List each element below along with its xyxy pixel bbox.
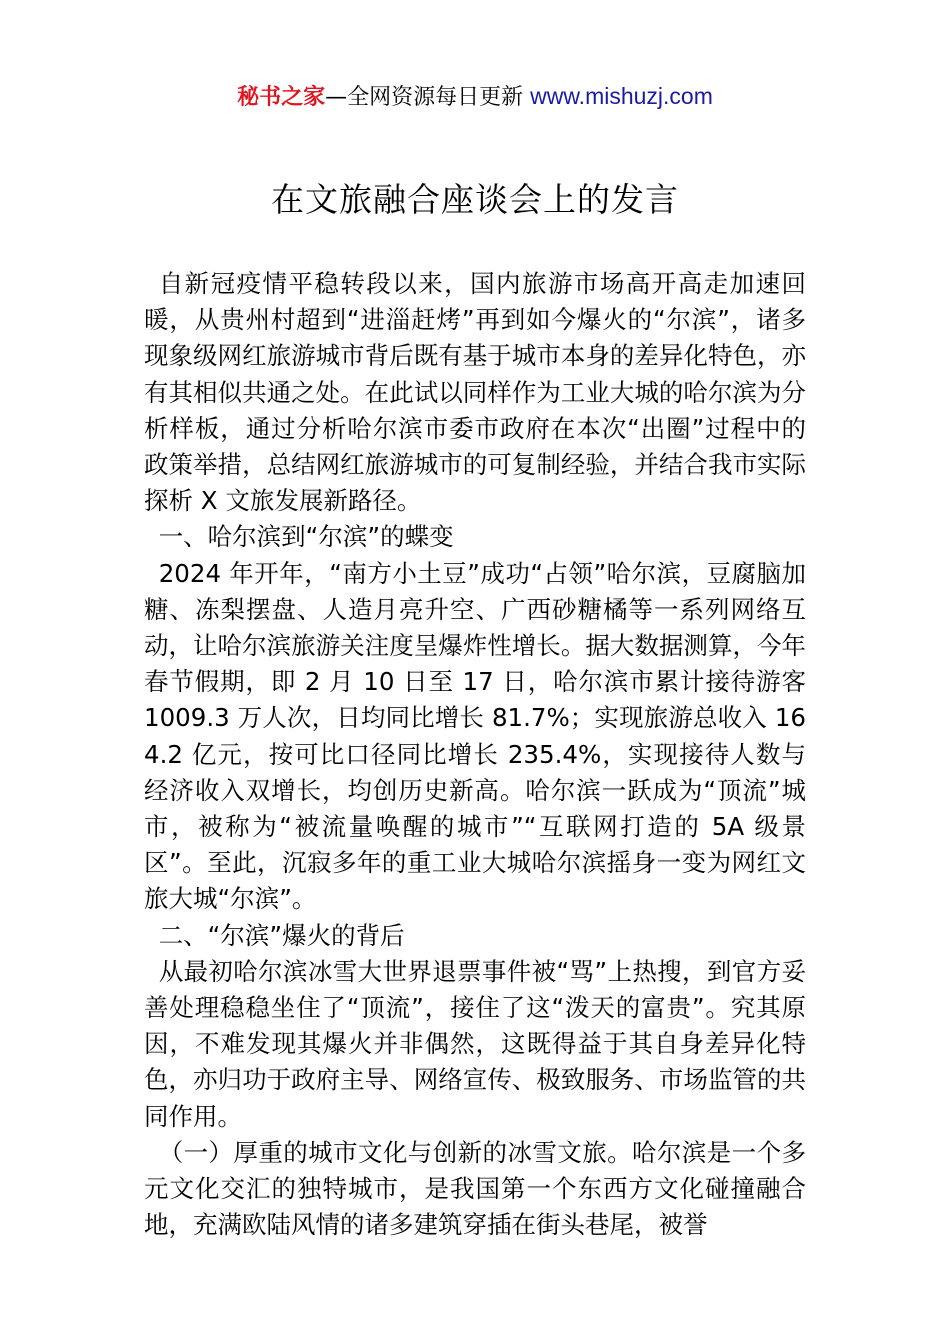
site-brand: 秘书之家 bbox=[237, 85, 326, 110]
paragraph-intro: 自新冠疫情平稳转段以来，国内旅游市场高开高走加速回暖，从贵州村超到“进淄赶烤”再到如今爆火的“尔滨”，诸多现象级网红旅游城市背后既有基于城市本身的差异化特色，亦有其相似共通之处。在此试以同样作为工业大城的哈尔滨为分析样板，通过分析哈尔滨市委市政府在本次“出圈”过程中的政策举措，总结网红旅游城市的可复制经验，并结合我市实际探析 X 文旅发展新路径。 bbox=[144, 269, 806, 516]
section-heading-2: 二、“尔滨”爆火的背后 bbox=[158, 920, 405, 950]
paragraph-section-2: 从最初哈尔滨冰雪大世界退票事件被“骂”上热搜，到官方妥善处理稳稳坐住了“顶流”，接住了这“泼天的富贵”。究其原因，不难发现其爆火并非偶然，这既得益于其自身差异化特色，亦归功于政府主导、网络宣传、极致服务、市场监管的共同作用。 bbox=[144, 956, 806, 1131]
site-tagline: —全网资源每日更新 bbox=[325, 85, 531, 110]
paragraph-section-1: 2024 年开年，“南方小土豆”成功“占领”哈尔滨，豆腐脑加糖、冻梨摆盘、人造月亮升空、广西砂糖橘等一系列网络互动，让哈尔滨旅游关注度呈爆炸性增长。据大数据测算，今年春节假期，即 2 月 10 日至 17 日，哈尔滨市累计接待游客 1009.3 万人次，日均同比增长 81.7%；实现旅游总收入 164.2 亿元，按可比口径同比增长 235.4%，实现接待人数与经济收入双增长，均创历史新高。哈尔滨一跃成为“顶流”城市，被称为“被流量唤醒的城市”“互联网打造的 5A 级景区”。至此，沉寂多年的重工业大城哈尔滨摇身一变为网红文旅大城“尔滨”。 bbox=[144, 558, 806, 914]
document-body bbox=[144, 266, 806, 1243]
site-url-link[interactable]: www.mishuzj.com bbox=[530, 83, 713, 109]
section-heading-1: 一、哈尔滨到“尔滨”的蝶变 bbox=[158, 522, 454, 552]
paragraph-subsection-1: （一）厚重的城市文化与创新的冰雪文旅。哈尔滨是一个多元文化交汇的独特城市，是我国第一个东西方文化碰撞融合地，充满欧陆风情的诸多建筑穿插在街头巷尾，被誉 bbox=[144, 1137, 806, 1240]
site-header bbox=[0, 80, 950, 114]
document-title: 在文旅融合座谈会上的发言 bbox=[271, 180, 679, 219]
